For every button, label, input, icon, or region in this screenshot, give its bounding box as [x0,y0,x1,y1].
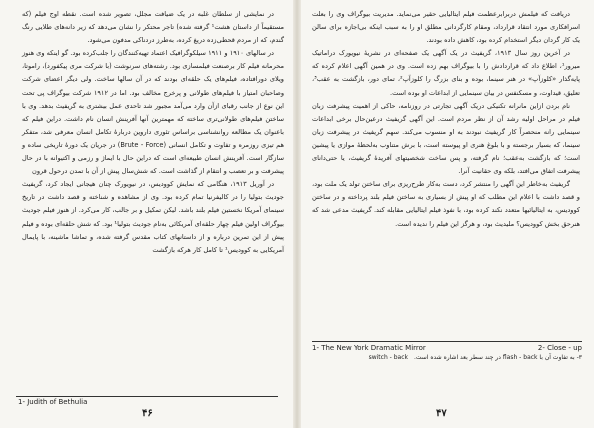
footnote-2-text: 2- Close - up [537,344,582,352]
footnote-divider [312,341,582,342]
paragraph: در آوریل ۱۹۱۳، هنگامی که نمایش کوودیس، در نیویورک چنان هیجانی ایجاد کرد، گریفیث جودیث بتولیا را در کالیفرنیا تمام کرده بود. وی از مشاهده و شناخته و قصد داشت در تاریخ سینمای آمریکا نخستین فیلم بلند باشد. لیکن تمکیل و بر جالب، کار می‌کرد. از هنوز فیلم جودیث بیوگراف اولین فیلم چهار حلقه‌ای آمریکائی به‌نام جودیث بتولیا¹ بود. که شش حلقه‌ای بوده و فیلم پیش از این تمرین درباره و از داستانهای کتاب مقدس گرفته شده، و تماشا ماشینه، با پایمال آمریکایی به کوودیس¹ تا کامل کار هرکه بازگشت [22,180,284,254]
right-page-text [312,8,580,296]
footnote-divider [16,396,278,397]
footnote [312,344,582,353]
paragraph: در نمایشی از سلطان غلبه در یک ضیافت مجلل، تصویر شده است. نقطه اوج فیلم (که مستقیماً از داستان هشت¹ گرفته شده) تاجر محتکر را نشان می‌دهد که زیر دانه‌های طلایی رنگ گندم، که از مردم قحطی‌زده دریغ کرده، به‌طرز دردناکی مدفون می‌شود. [22,10,284,45]
paragraph: گریفیث به‌خاطر این آگهی را منتشر کرد، دست به‌کار طرح‌ریزی برای ساختن تولد یک ملت بود، و قصد داشت با اعلام این مطلب که او پیش از بسیاری به ساختن فیلم بلند پرداخته و در ساختن کوودیس، به ایتالیائیها متعدد نکند کرده بود، با نفوذ فیلم ایتالیایی مقابله کند. گریفیث مدعی شد که هنرحق بخش کوودیس؟ ملیدیث بود، و هرگز این فیلم را ندیده است. [312,180,580,228]
paragraph: دریافت که فیلمش دربرابرعظمت فیلم ایتالیایی حقیر می‌نماید. مدیریت بیوگراف وی را بعلت اسرافکاری مورد انتقاد قرارداد، ومقام کارگردانی مطلق او را به سبب اینکه بی‌اجازه برای سالن یک کار گردان دیگر استخدام کرده بود، کاهش داده بودند. [312,10,580,45]
page-number: ۴۶ [142,408,153,419]
left-page-text [22,8,284,402]
footnote-3-term: switch - back [368,354,409,361]
paragraph: در سالهای ۱۹۱۰ و ۱۹۱۱ سیلکوگرافیک اعتماد تهیه‌کنندگان را جلب‌کرده بود. گو اینکه وی هنوز محرمانه فیلم کار برصنعت فیلمسازی بود. رشته‌های سرنوشت (با شرکت مری پیکفورد)، راموتا، ویلای دورافتاده، فیلم‌های یک حلقه‌ای بودند که در آن سالها ساخت. ولی دیگر اعضای شرکت وصاحبان امتیاز با فیلم‌های طولانی و پرخرج مخالف بود. اما در ۱۹۱۲ شرکت بیوگراف پی تحت این نوع از جانب رقبای ازآن وارد می‌آمد مجبور شد تاحدی عمل بیشتری به گریفیث بدهد. وی با ساختن فیلم‌های طولانی‌تری ساخته که مهمترین آنها آفرینش انسان نام داشت. دراین فیلم که باعنوان یک مطالعه روانشناسی براساس تئوری داروین دربارهٔ تکامل انسان معرفی شد، متفکر هم تیزی روزمره و تفاوت و تکامل انسانی (Brute - Force) در جریان یک دورهٔ تاریخی ساده و سازگار است. آفرینش انسان طبیعه‌ای است که دراین حال با ایماژ و رزمی و اکتیوانه با در حال پیشرفت و بر تعصب و انتقام از گذاشت است. که شش‌سال پیش از آن با تمدن درحول قرون [22,49,285,176]
right-page [298,0,594,428]
left-page [0,0,296,428]
page-number: ۴۷ [436,408,447,419]
footnote-3: ۳- به تفاوت آن با flash - back در چند سطر بعد اشاره شده است. [413,354,582,361]
footnote-1: 1- The New York Dramatic Mirror [312,344,426,352]
paragraph: نام بردن ازاین مانرانه تکنیکی دریک آگهی تجارتی در روزنامه، حاکی از اهمیت پیشرفت زبان فیلم در مراحل اولیه رشد آن از نظر مردم است. این آگهی گریفیث درعین‌حال برخی ابداعات سینمایی رانه منحصراً کار گریفیث نبودند به او منسوب می‌کند. سهم گریفیث در پیشرفت زبان سینما، که بسیار برجسته و با بلوغ هنری او پیوسته است، با برش متناوب به‌لحظهٔ موازی یا پیشین است؛ که بازگشت به‌عقب؛ نام گرفته، و پس ساخت شخصیتهای آفریدهٔ گریفیث، یا حتی‌دانای پیشرفت اتفاق می‌افتد، بلکه وی حقانیت آنرا. [312,101,580,176]
paragraph: در آخرین روز سال ۱۹۱۳، گریفیث در یک آگهی یک صفحه‌ای در نشریهٔ نیویورک دراماتیک میرور¹، اطلاع داد که قراردادش را با بیوگراف بهم زده است. وی در همین آگهی اعلام کرده که پایه‌گذار «کلوزآپ» در هنر سینما، بوده و بنای بزرگ را کلوزآپ²، تمای دور، بازگشت به عقب³، تعلیق، قیداوت، و مسکنفس در بیان سینمایی از ابداعات او بوده است. [312,49,580,97]
footnote-2 [538,344,582,353]
footnote [312,353,582,362]
footnote: 1- Judith of Bethulia [18,398,88,406]
